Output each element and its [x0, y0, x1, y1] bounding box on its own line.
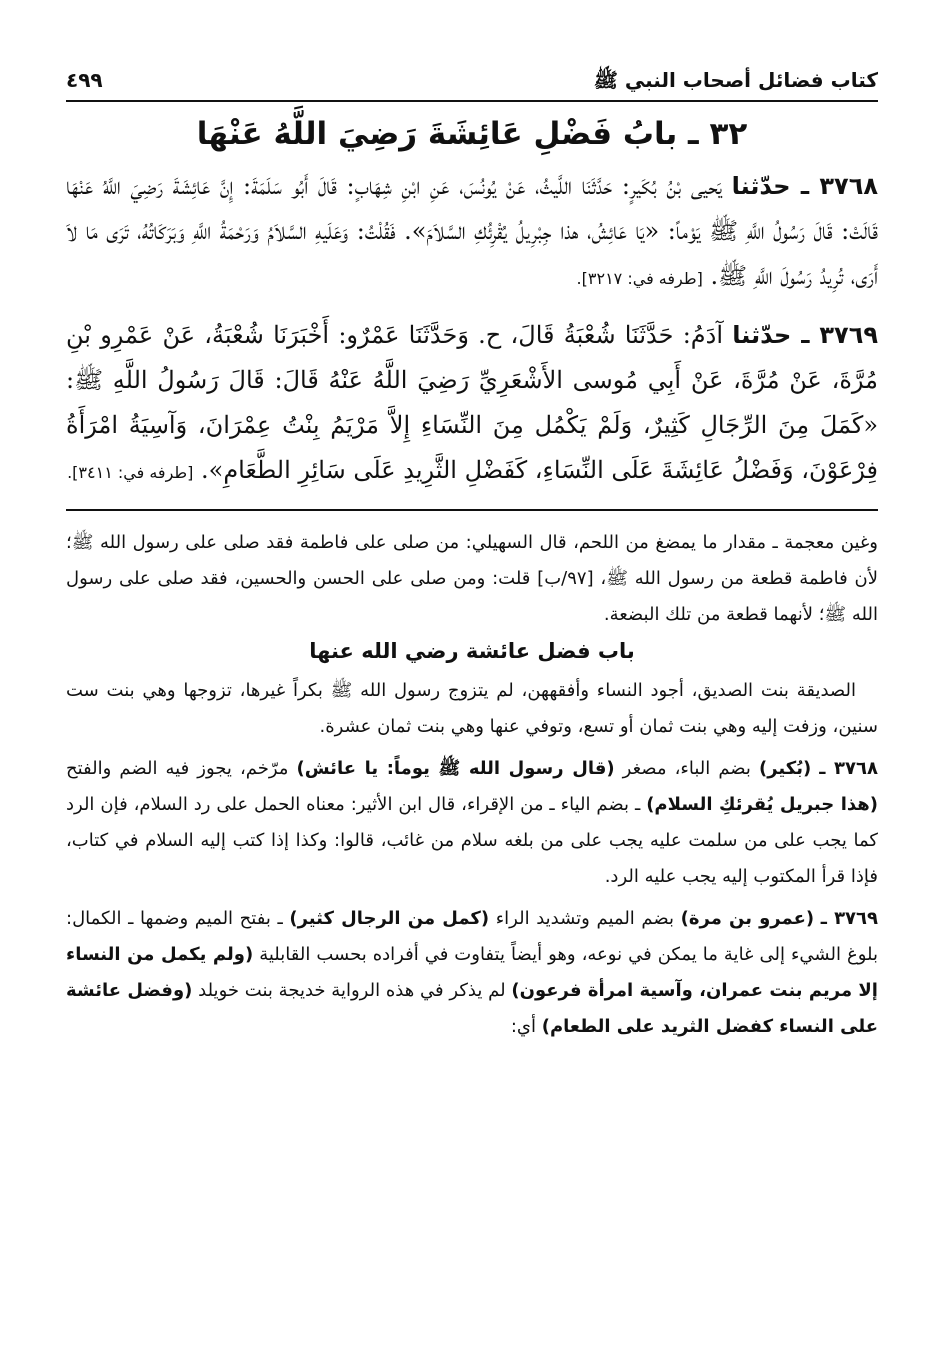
note-text — [814, 908, 821, 929]
hadith-3769 — [66, 313, 878, 495]
note-number: ٣٧٦٩ ـ — [820, 908, 879, 929]
note-lemma: (كمل من الرجال كثير) — [289, 908, 490, 929]
hadith-number: ٣٧٦٨ ـ حدّثنا — [731, 172, 878, 200]
chapter-heading: ٣٢ ـ بابُ فَضْلِ عَائِشَةَ رَضِيَ اللَّهُ عَنْهَا — [196, 116, 748, 152]
note-text: بضم الميم وتشديد الراء — [489, 908, 681, 929]
commentary-divider — [66, 509, 878, 511]
hadith-cross-reference: [طرفه في: ٣٤١١]. — [67, 463, 194, 482]
commentary-intro: وغين معجمة ـ مقدار ما يمضغ من اللحم، قال السهيلي: من صلى على فاطمة فقد صلى على رسول الله ﷺ؛ لأن فاطمة قطعة من رسول الله ﷺ، [٩٧/ب] قلت: ومن صلى على الحسن والحسين، فقد صلى على رسول الله ﷺ؛ لأنهما قطعة من تلك البضعة. — [66, 532, 878, 625]
note-number: ٣٧٦٨ ـ — [819, 758, 878, 779]
hadith-cross-reference: [طرفه في: ٣٢١٧]. — [576, 269, 703, 288]
note-text: أي: — [510, 1016, 542, 1037]
note-text: ـ بضم الياء ـ من الإقراء، قال ابن الأثير: معناه الحمل على رد السلام، فإن الرد كما يجب على من سلمت عليه يجب على من بلغه سلام من غائب، قالوا: وكذا إذا كتب إليه السلام في كتاب، فإذا قرأ المكتوب إليه يجب عليه الرد. — [66, 794, 878, 887]
commentary-note-3769 — [66, 901, 878, 1045]
hadith-number: ٣٧٦٩ ـ حدّثنا — [732, 321, 878, 349]
note-lemma: (بُكير) — [758, 758, 812, 779]
commentary-bio: الصديقة بنت الصديق، أجود النساء وأفقههن، لم يتزوج رسول الله ﷺ بكراً غيرها، تزوجها وهي بنت ست سنين، وزفت إليه وهي بنت ثمان أو تسع، وتوفي عنها وهي بنت ثمان عشرة. — [66, 680, 878, 737]
note-text: مرّخم، يجوز فيه الضم والفتح — [66, 758, 297, 779]
note-lemma: (ولم يكمل من النساء إلا مريم بنت عمران، وآسية امرأة فرعون) — [66, 944, 878, 1001]
page-number: ٤٩٩ — [66, 68, 103, 92]
commentary-heading: باب فضل عائشة رضي الله عنها — [309, 639, 635, 663]
note-lemma: (قال رسول الله ﷺ يوماً: يا عائش) — [296, 758, 615, 779]
note-text: لم يذكر في هذه الرواية خديجة بنت خويلد — [192, 980, 512, 1001]
book-page — [66, 56, 878, 1346]
hadith-3768 — [66, 164, 878, 301]
running-title: كتاب فضائل أصحاب النبي ﷺ — [593, 68, 878, 92]
running-header — [66, 56, 878, 102]
note-lemma: (وفضل عائشة على النساء كفضل الثريد على الطعام) — [66, 980, 878, 1037]
note-lemma: (عمرو بن مرة) — [680, 908, 815, 929]
note-text: ـ بفتح الميم وضمها ـ الكمال: بلوغ الشيء إلى غاية ما يمكن في نوعه، وهو أيضاً يتفاوت في أفراده بحسب القابلية — [66, 908, 878, 965]
hadith-text: آدَمُ: حَدَّثَنَا شُعْبَةُ قَالَ، ح. وَحَدَّثَنَا عَمْرٌو: أَخْبَرَنَا شُعْبَةُ، عَنْ عَمْرِو بْنِ مُرَّةَ، عَنْ مُرَّةَ، عَنْ أَبِي مُوسى الأَشْعَرِيِّ رَضِيَ اللَّهُ عَنْهُ قَالَ: قَالَ رَسُولُ اللَّهِ ﷺ: «كَمَلَ مِنَ الرِّجَالِ كَثِيرٌ، وَلَمْ يَكْمُل مِنَ النِّسَاءِ إِلاَّ مَرْيَمُ بِنْتُ عِمْرَانَ، وَآسِيَةُ امْرَأَةُ فِرْعَوْنَ، وَفَضْلُ عَائِشَةَ عَلَى النِّسَاءِ، كَفَضْلِ الثَّرِيدِ عَلَى سَائِرِ الطَّعَامِ». — [66, 321, 878, 484]
note-lemma: (هذا جبريل يُقرئكِ السلام) — [646, 794, 879, 815]
commentary-note-3768 — [66, 751, 878, 895]
note-text: بضم الباء، مصغر — [614, 758, 759, 779]
hadith-text: يَحيى بْنُ بُكَيرٍ: حَدَّثَنَا اللَّيثُ، عَنْ يُونُسَ، عَنِ ابْنِ شِهَابٍ: قَالَ أَبُو سَلَمَةَ: إِنَّ عَائِشَةَ رَضِيَ اللَّهُ عَنْهَا قَالَتْ: قَالَ رَسُولُ اللَّهِ ﷺ يَوْماً: «يَا عَائِشُ، هذا جِبْرِيلُ يُقْرِئُكِ السَّلاَمَ». فَقُلْتُ: وَعَلَيهِ السَّلاَمُ وَرَحْمَةُ اللَّهِ وَبَرَكَاتُهُ، تَرَى مَا لاَ أَرَى، تُرِيدُ رَسُولَ اللَّهِ ﷺ. — [66, 172, 878, 290]
